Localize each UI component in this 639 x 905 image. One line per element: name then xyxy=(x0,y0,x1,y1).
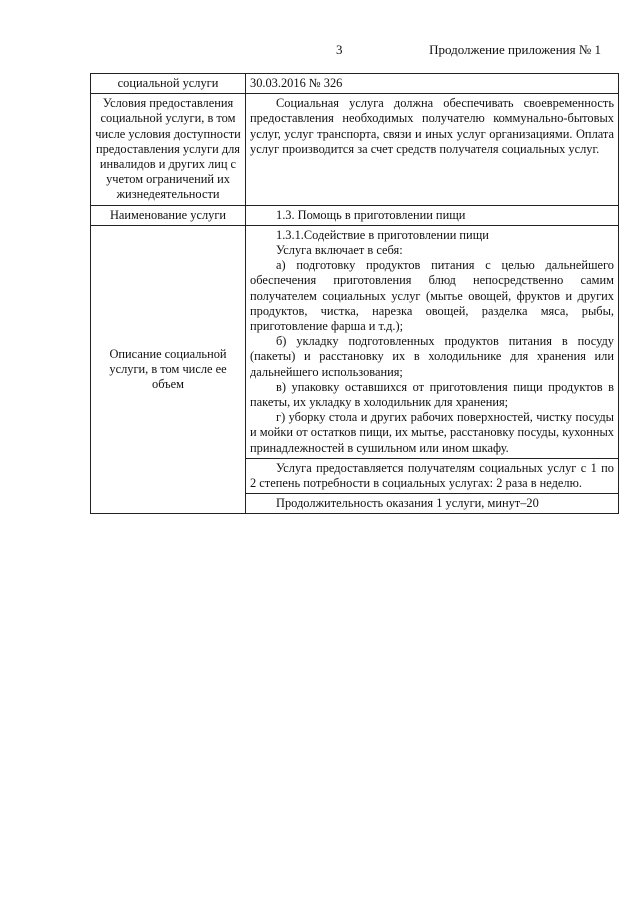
service-name-text: 1.3. Помощь в приготовлении пищи xyxy=(276,207,466,222)
row-value-frequency xyxy=(246,458,619,493)
row-value-duration xyxy=(246,494,619,514)
description-item-a: а) подготовку продуктов питания с целью дальнейшего обеспечения приготовления блюд непосредственно самим получателем социальных услуг (мытье овощей, фруктов и других продуктов, чистка, нарезка овощей, разделка мяса, рыбы, приготовление фарша и т.д.); xyxy=(250,258,614,334)
description-item-d: г) уборку стола и других рабочих поверхностей, чистку посуды и мойки от остатков пищи, их мытье, расстановку посуды, кухонных принадлежностей в сушильном или ином шкафу. xyxy=(250,410,614,455)
table-row xyxy=(91,94,619,205)
description-heading: 1.3.1.Содействие в приготовлении пищи xyxy=(276,227,489,242)
row-value-description xyxy=(246,225,619,458)
conditions-text: Социальная услуга должна обеспечивать своевременность предоставления необходимых получателю коммунально-бытовых услуг, услуг транспорта, связи и иных услуг организациями. Оплата услуг производится за счет средств получателя социальных услуг. xyxy=(250,96,614,156)
table-row xyxy=(91,74,619,94)
page-number: 3 xyxy=(336,42,343,57)
duration-text: Продолжительность оказания 1 услуги, минут–20 xyxy=(276,496,539,511)
description-intro: Услуга включает в себя: xyxy=(276,243,403,258)
row-label-description: Описание социальной услуги, в том числе ее объем xyxy=(91,225,246,514)
row-label-conditions: Условия предоставления социальной услуги, в том числе условия доступности предоставления услуги для инвалидов и других лиц с учетом ограничений их жизнедеятельности xyxy=(91,94,246,205)
description-item-c: в) упаковку оставшихся от приготовления пищи продуктов в пакеты, их укладку в холодильник для хранения; xyxy=(250,379,614,410)
table-row xyxy=(91,225,619,458)
row-label-service-name: Наименование услуги xyxy=(91,205,246,225)
table-row xyxy=(91,205,619,225)
row-value-date: 30.03.2016 № 326 xyxy=(246,74,619,94)
appendix-continuation-title: Продолжение приложения № 1 xyxy=(429,42,601,57)
frequency-text: Услуга предоставляется получателям социальных услуг с 1 по 2 степень потребности в социальных услугах: 2 раза в неделю. xyxy=(250,460,614,491)
description-item-b: б) укладку подготовленных продуктов питания в посуду (пакеты) и расстановку их в холодильнике для хранения или дальнейшего использования; xyxy=(250,334,614,379)
service-table xyxy=(90,73,619,514)
row-value-service-name xyxy=(246,205,619,225)
row-value-conditions xyxy=(246,94,619,205)
row-label-service: социальной услуги xyxy=(91,74,246,94)
